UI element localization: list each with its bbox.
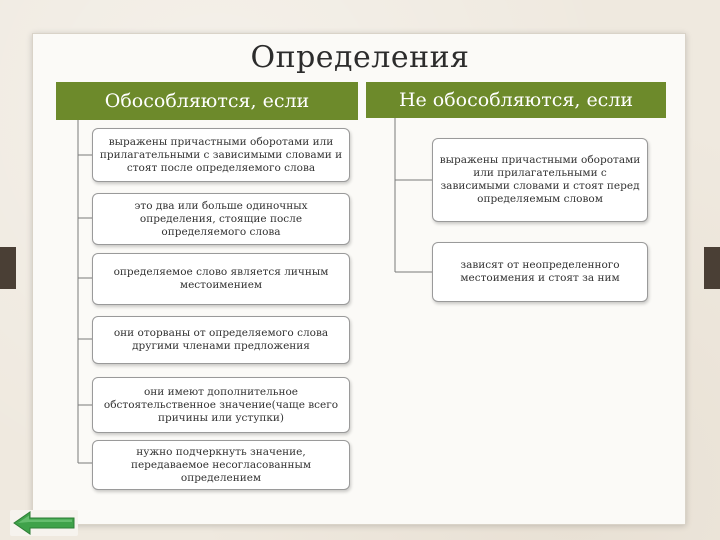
left-item-4: они оторваны от определяемого слова другими членами предложения (92, 316, 350, 364)
header-isolated: Обособляются, если (56, 82, 358, 120)
left-item-1: выражены причастными оборотами или прилагательными с зависимыми словами и стоят после определяемого слова (92, 128, 350, 182)
right-item-1: выражены причастными оборотами или прилагательными с зависимыми словами и стоят перед определяемым словом (432, 138, 648, 222)
left-item-5: они имеют дополнительное обстоятельственное значение(чаще всего причины или уступки) (92, 377, 350, 433)
left-item-3: определяемое слово является личным местоимением (92, 253, 350, 305)
header-not-isolated: Не обособляются, если (366, 82, 666, 118)
left-item-6: нужно подчеркнуть значение, передаваемое несогласованным определением (92, 440, 350, 490)
page-title: Определения (250, 40, 470, 75)
right-item-2: зависят от неопределенного местоимения и стоят за ним (432, 242, 648, 302)
arrow-left-icon[interactable] (10, 510, 78, 536)
left-item-2: это два или больше одиночных определения, стоящие после определяемого слова (92, 193, 350, 245)
